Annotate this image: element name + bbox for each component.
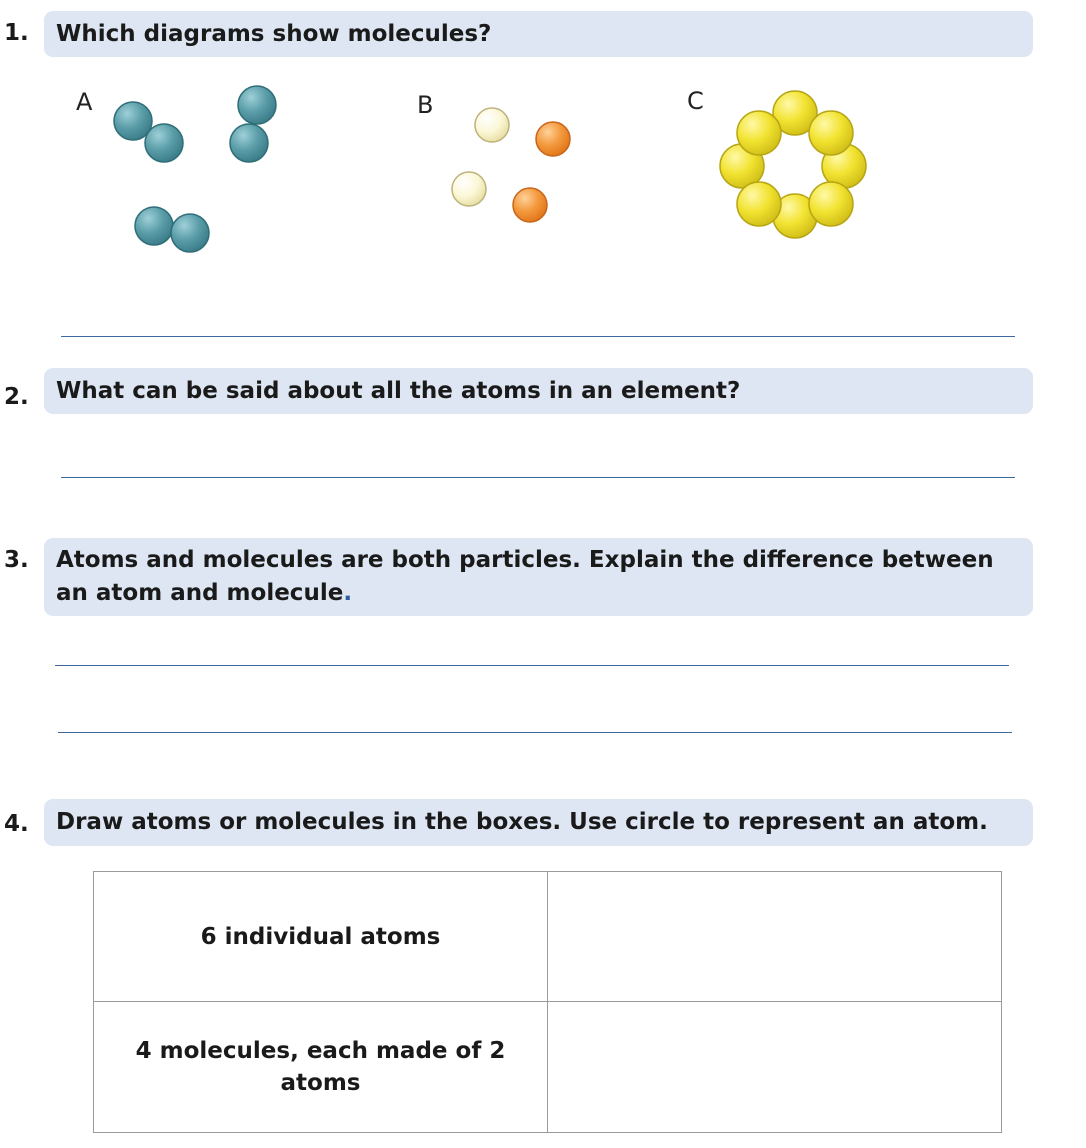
cream-atom [475,108,509,142]
teal-atom [145,124,183,162]
orange-atom [536,122,570,156]
teal-atom [238,86,276,124]
question-2-text: What can be said about all the atoms in an element? [56,377,741,404]
teal-atom [230,124,268,162]
table-row [94,872,1002,1002]
question-2-number: 2. [4,384,29,410]
yellow-atom [737,182,781,226]
cream-atom [452,172,486,206]
question-4-number: 4. [4,811,29,837]
yellow-atom [809,182,853,226]
question-3-text-wrap [56,544,1021,610]
drawing-table [93,871,1002,1133]
question-3-number: 3. [4,547,29,573]
row-2-label: 4 molecules, each made of 2 atoms [94,1002,548,1133]
diagram-a-molecules [114,86,276,252]
question-1-number: 1. [4,20,29,46]
question-1-text: Which diagrams show molecules? [56,20,492,47]
orange-atom [513,188,547,222]
question-1-box [44,11,1033,57]
diagram-c-label: C [687,87,704,115]
diagram-a-label: A [76,88,93,116]
row-1-label: 6 individual atoms [94,872,548,1002]
diagram-c-ring [720,91,866,238]
question-2-box [44,368,1033,414]
question-3-end-mark: . [343,580,353,606]
answer-line-1[interactable] [61,336,1015,337]
row-2-draw-box[interactable] [548,1002,1002,1133]
row-1-draw-box[interactable] [548,872,1002,1002]
answer-line-2[interactable] [61,477,1015,478]
question-4-box [44,799,1033,846]
particle-diagrams [0,60,1086,270]
diagram-b-atoms [452,108,570,222]
answer-line-3b[interactable] [58,732,1012,733]
diagram-b-label: B [417,91,434,119]
teal-atom [135,207,173,245]
question-3-text: Atoms and molecules are both particles. Explain the difference between an atom and molecule [56,547,994,606]
yellow-atom [737,111,781,155]
teal-atom [171,214,209,252]
table-row [94,1002,1002,1133]
question-4-text: Draw atoms or molecules in the boxes. Use circle to represent an atom. [56,809,988,835]
question-3-box [44,538,1033,616]
yellow-atom [809,111,853,155]
answer-line-3a[interactable] [55,665,1009,666]
